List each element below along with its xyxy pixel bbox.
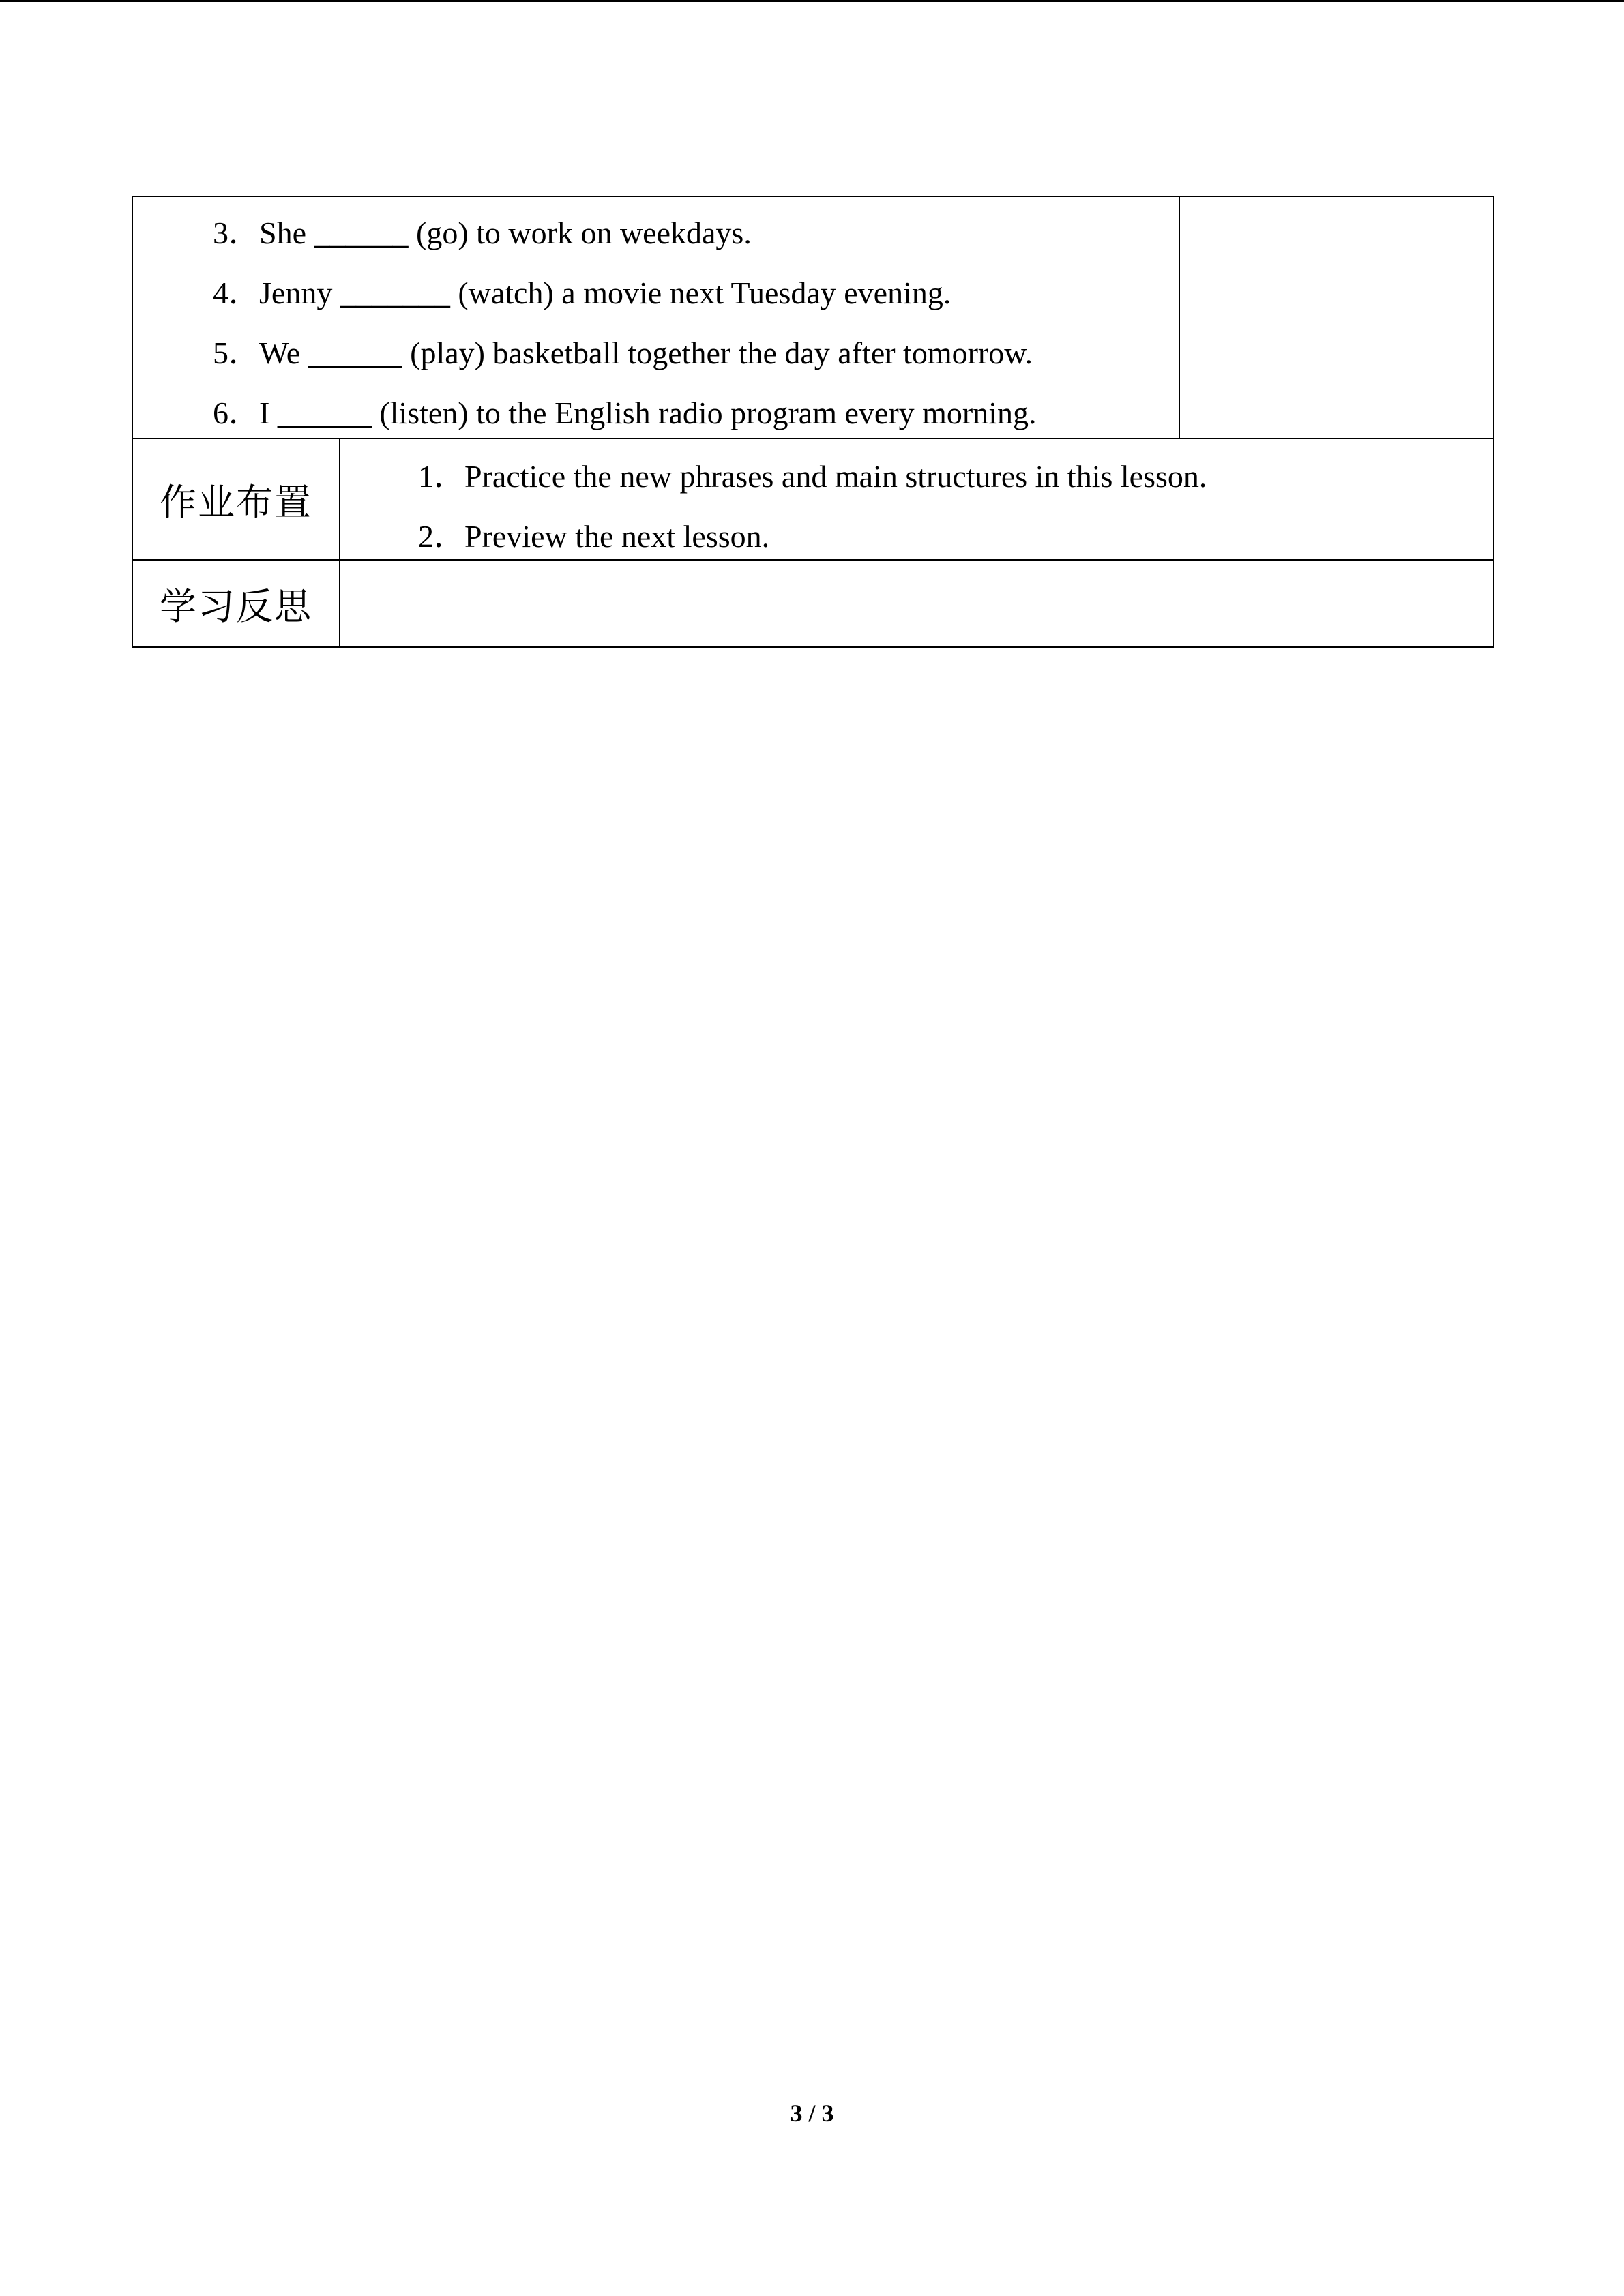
exercise-number: 6． (213, 396, 260, 430)
exercise-item (213, 275, 951, 312)
notes-cell (1179, 196, 1494, 438)
exercise-item (213, 395, 1037, 432)
homework-number: 2． (418, 519, 465, 554)
homework-number: 1． (418, 459, 465, 494)
exercise-text: I ______ (listen) to the English radio program every morning. (259, 396, 1037, 430)
exercise-text: Jenny _______ (watch) a movie next Tuesday evening. (259, 275, 951, 310)
lesson-table (132, 196, 1494, 648)
homework-text: Preview the next lesson. (464, 519, 770, 554)
page-number: 3 / 3 (790, 2100, 834, 2127)
homework-row (132, 438, 1494, 560)
exercise-number: 3． (213, 215, 260, 250)
exercise-cell (132, 196, 1179, 438)
exercise-text: She ______ (go) to work on weekdays. (259, 215, 752, 250)
homework-text: Practice the new phrases and main structures in this lesson. (464, 459, 1207, 494)
homework-item (418, 518, 769, 555)
reflection-label: 学习反思 (132, 560, 340, 647)
exercise-row (132, 196, 1494, 438)
exercise-item (213, 215, 752, 252)
homework-label: 作业布置 (132, 438, 340, 560)
exercise-text: We ______ (play) basketball together the day after tomorrow. (259, 336, 1033, 370)
exercise-number: 5． (213, 336, 260, 370)
homework-cell (340, 438, 1494, 560)
reflection-cell (340, 560, 1494, 647)
homework-item (418, 458, 1207, 495)
exercise-item (213, 335, 1033, 372)
exercise-number: 4． (213, 275, 260, 310)
reflection-row (132, 560, 1494, 647)
